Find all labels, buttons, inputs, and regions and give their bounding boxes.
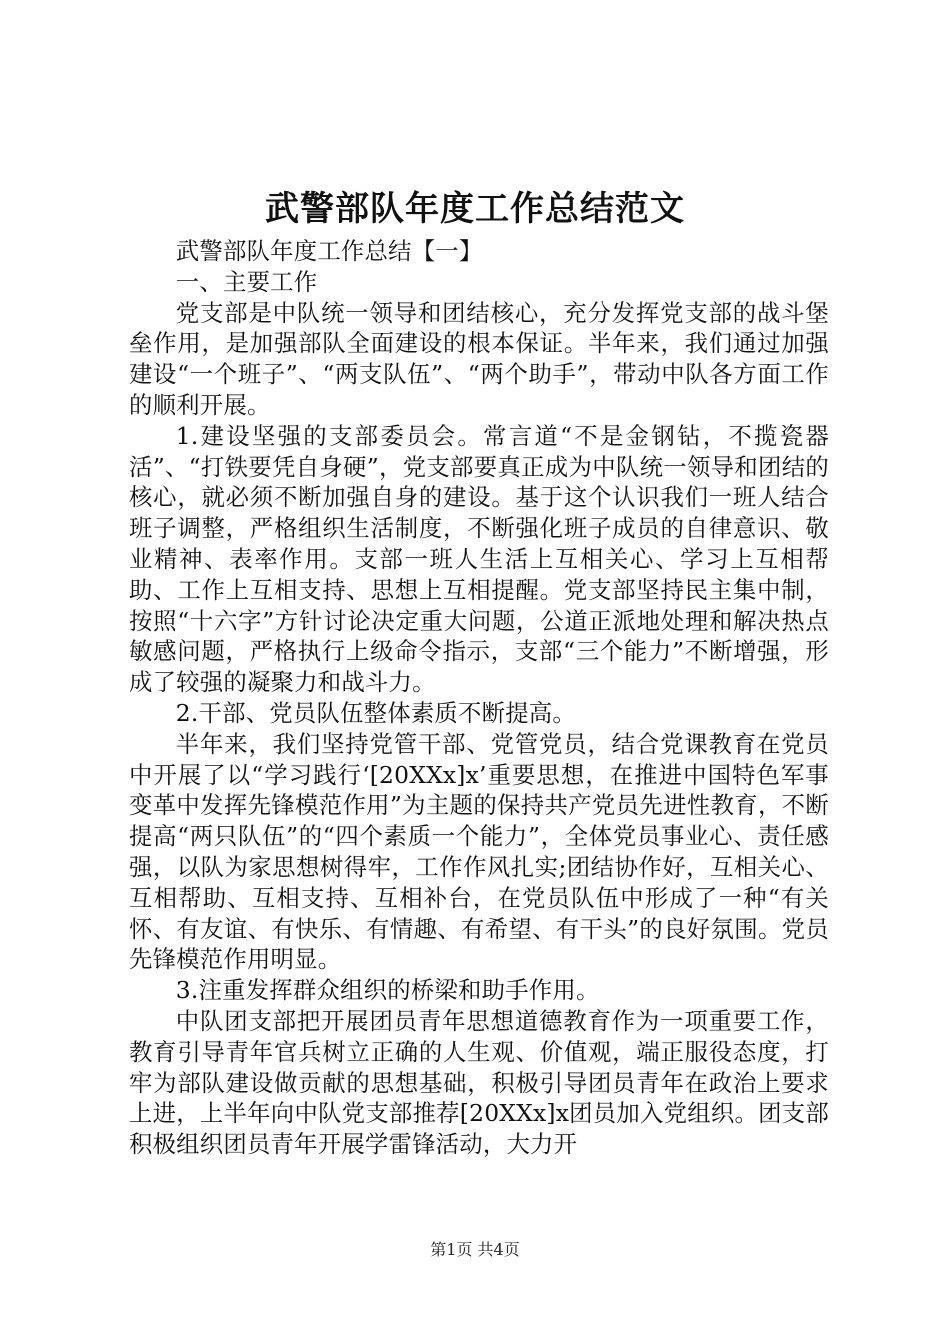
body-paragraph: 1.建设坚强的支部委员会。常言道“不是金钢钻，不揽瓷器活”、“打铁要凭自身硬”，党支部要真正成为中队统一领导和团结的核心，就必须不断加强自身的建设。基于这个认识我们一班人结合班子调整，严格组织生活制度，不断强化班子成员的自律意识、敬业精神、表率作用。支部一班人生活上互相关心、学习上互相帮助、工作上互相支持、思想上互相提醒。党支部坚持民主集中制，按照“十六字”方针讨论决定重大问题，公道正派地处理和解决热点敏感问题，严格执行上级命令指示，支部“三个能力”不断增强，形成了较强的凝聚力和战斗力。 — [129, 421, 829, 697]
subsection-heading: 一、主要工作 — [175, 267, 318, 296]
section-heading: 武警部队年度工作总结【一】 — [175, 237, 483, 265]
document-title: 武警部队年度工作总结范文 — [265, 189, 685, 229]
page-footer: 第1页 共4页 — [430, 1240, 520, 1259]
body-paragraph: 中队团支部把开展团员青年思想道德教育作为一项重要工作，教育引导青年官兵树立正确的人生观、价值观，端正服役态度，打牢为部队建设做贡献的思想基础，积极引导团员青年在政治上要求上进，上半年向中队党支部推荐[20XXx]x团员加入党组织。团支部积极组织团员青年开展学雷锋活动，大力开 — [129, 1006, 829, 1159]
item-heading: 2.干部、党员队伍整体素质不断提高。 — [175, 698, 576, 727]
document-body — [129, 236, 829, 1160]
body-paragraph: 半年来，我们坚持党管干部、党管党员，结合党课教育在党员中开展了以“学习践行‘[20XXx]x’重要思想，在推进中国特色军事变革中发挥先锋模范作用”为主题的保持共产党员先进性教育，不断提高“两只队伍”的“四个素质一个能力”，全体党员事业心、责任感强，以队为家思想树得牢，工作作风扎实;团结协作好，互相关心、互相帮助、互相支持、互相补台，在党员队伍中形成了一种“有关怀、有友谊、有快乐、有情趣、有希望、有干头”的良好氛围。党员先锋模范作用明显。 — [129, 729, 829, 974]
item-heading: 3.注重发挥群众组织的桥梁和助手作用。 — [175, 976, 600, 1005]
body-paragraph: 党支部是中队统一领导和团结核心，充分发挥党支部的战斗堡垒作用，是加强部队全面建设的根本保证。半年来，我们通过加强建设“一个班子”、“两支队伍”、“两个助手”，带动中队各方面工作的顺利开展。 — [129, 298, 829, 419]
